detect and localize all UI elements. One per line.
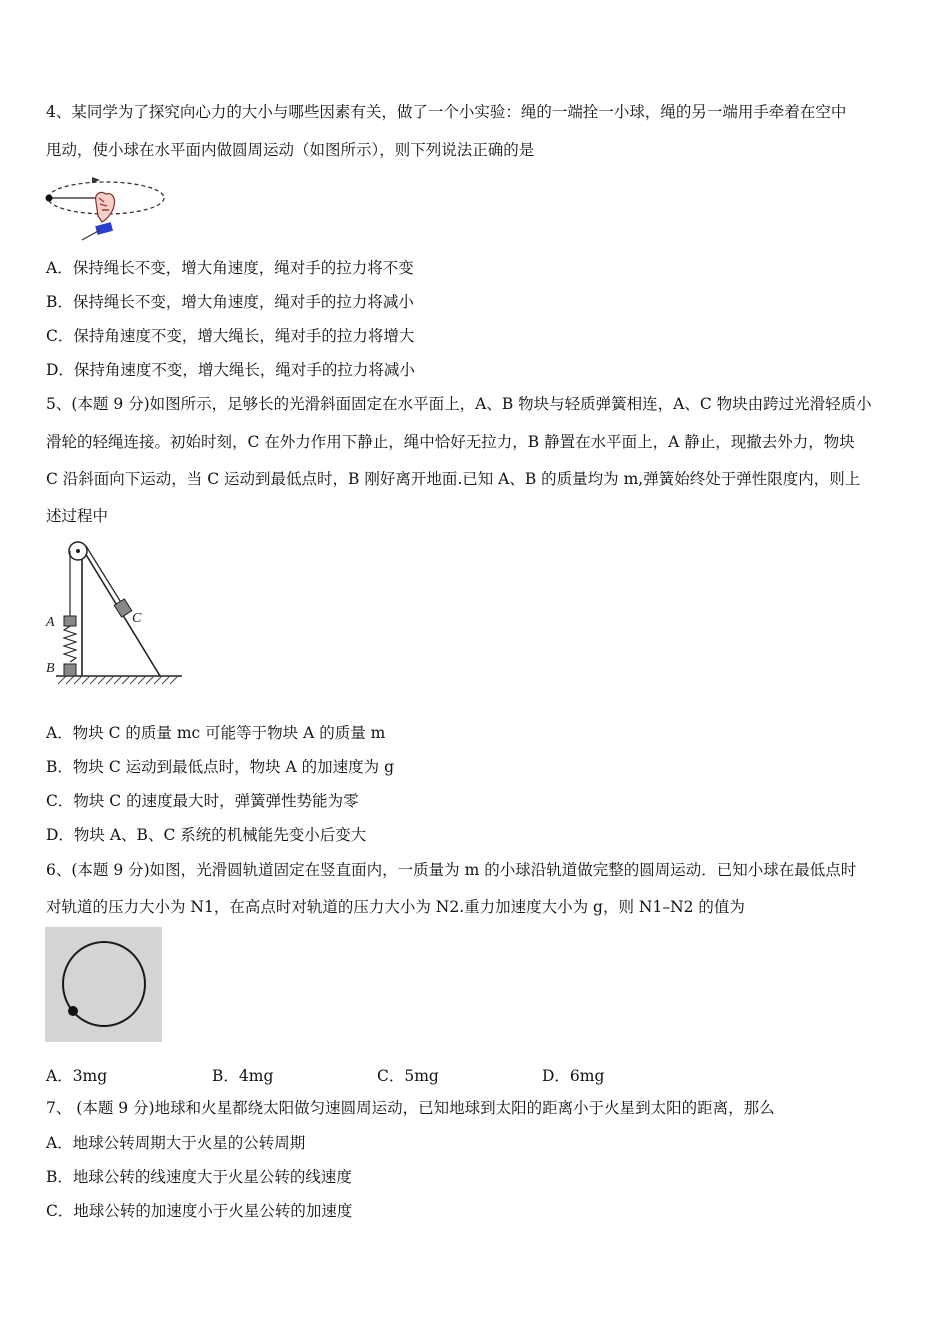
q6-option-d[interactable]: D．6mg	[542, 1067, 605, 1085]
q5-option-b[interactable]: B．物块 C 运动到最低点时，物块 A 的加速度为 g	[46, 758, 395, 776]
ball	[68, 1006, 78, 1016]
label-b: B	[46, 661, 55, 676]
pulley-axle	[76, 549, 80, 553]
q5-stem-line-3: C 沿斜面向下运动，当 C 运动到最低点时，B 刚好离开地面.已知 A、B 的质量均为 m,弹簧始终处于弹性限度内，则上	[46, 470, 861, 488]
q7-option-b[interactable]: B．地球公转的线速度大于火星公转的线速度	[46, 1168, 352, 1186]
q6-stem-line-1: 6、(本题 9 分)如图，光滑圆轨道固定在竖直面内，一质量为 m 的小球沿轨道做完整的圆周运动．已知小球在最低点时	[46, 861, 857, 879]
q5-stem-line-1: 5、(本题 9 分)如图所示，足够长的光滑斜面固定在水平面上，A、B 物块与轻质弹簧相连，A、C 物块由跨过光滑轻质小	[46, 395, 872, 413]
arm-line	[82, 230, 100, 240]
q6-stem-line-2: 对轨道的压力大小为 N1，在高点时对轨道的压力大小为 N2.重力加速度大小为 g，则 N1–N2 的值为	[46, 898, 745, 916]
q7-option-c[interactable]: C．地球公转的加速度小于火星公转的加速度	[46, 1202, 353, 1220]
q5-stem-line-4: 述过程中	[46, 507, 109, 525]
q4-stem-line-2: 甩动，使小球在水平面内做圆周运动（如图所示），则下列说法正确的是	[46, 141, 535, 159]
rope-to-c	[86, 546, 122, 604]
q7-stem-line-1: 7、 (本题 9 分)地球和火星都绕太阳做匀速圆周运动，已知地球到太阳的距离小于火星到太阳的距离，那么	[46, 1099, 775, 1117]
q4-option-a[interactable]: A．保持绳长不变，增大角速度，绳对手的拉力将不变	[46, 259, 414, 277]
q4-figure-hand-ball-diagram	[44, 172, 170, 242]
label-a: A	[46, 615, 55, 630]
hand-icon	[96, 192, 115, 222]
q5-stem-line-2: 滑轮的轻绳连接。初始时刻，C 在外力作用下静止，绳中恰好无拉力，B 静置在水平面上，A 静止，现撤去外力，物块	[46, 433, 855, 451]
q4-option-b[interactable]: B．保持绳长不变，增大角速度，绳对手的拉力将减小	[46, 293, 414, 311]
q4-stem-line-1: 4、某同学为了探究向心力的大小与哪些因素有关，做了一个小实验：绳的一端拴一小球，绳的另一端用手牵着在空中	[46, 103, 847, 121]
q5-option-c[interactable]: C．物块 C 的速度最大时，弹簧弹性势能为零	[46, 792, 359, 810]
q5-option-d[interactable]: D．物块 A、B、C 系统的机械能先变小后变大	[46, 826, 367, 844]
block-b	[64, 664, 76, 676]
ground-hatching	[58, 676, 178, 684]
block-c	[114, 599, 132, 617]
q4-option-c[interactable]: C．保持角速度不变，增大绳长，绳对手的拉力将增大	[46, 327, 415, 345]
q6-figure-circular-track	[45, 927, 162, 1042]
sleeve-icon	[95, 222, 113, 235]
q6-option-c[interactable]: C．5mg	[377, 1067, 439, 1085]
spring-icon	[64, 626, 76, 662]
label-c: C	[132, 611, 142, 626]
q4-option-d[interactable]: D．保持角速度不变，增大绳长，绳对手的拉力将减小	[46, 361, 415, 379]
q6-option-a[interactable]: A．3mg	[46, 1067, 108, 1085]
q5-figure-incline-spring	[42, 538, 188, 690]
ball	[46, 195, 53, 202]
q7-option-a[interactable]: A．地球公转周期大于火星的公转周期	[46, 1134, 306, 1152]
block-a	[64, 616, 76, 626]
q6-option-b[interactable]: B．4mg	[212, 1067, 274, 1085]
q5-option-a[interactable]: A．物块 C 的质量 mc 可能等于物块 A 的质量 m	[46, 724, 386, 742]
